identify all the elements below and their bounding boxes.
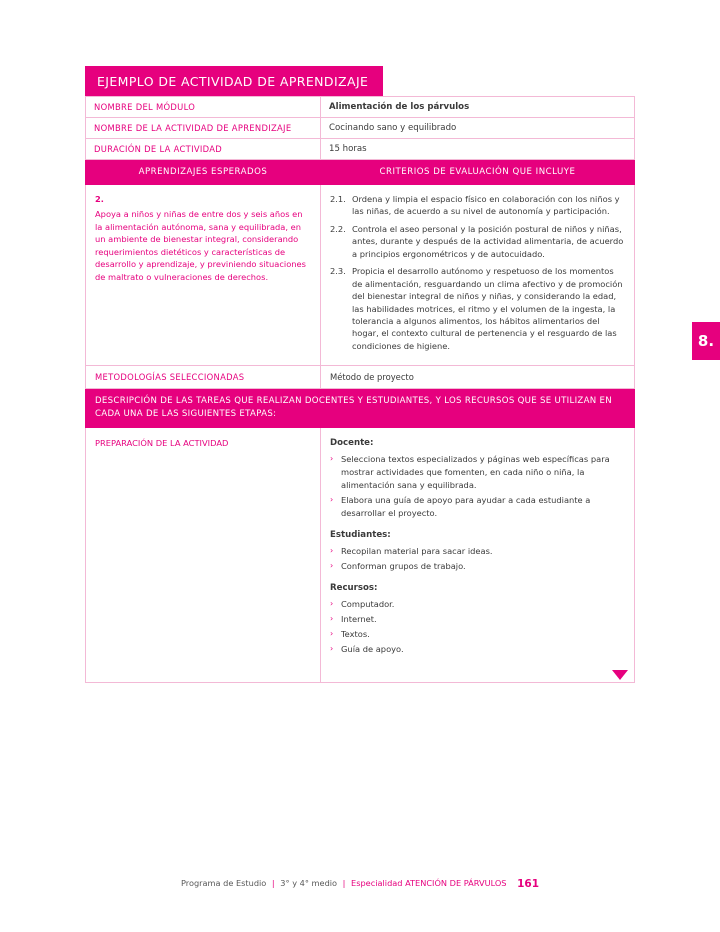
activity-name-label: NOMBRE DE LA ACTIVIDAD DE APRENDIZAJE [86, 118, 321, 139]
activity-name-value: Cocinando sano y equilibrado [321, 118, 635, 139]
criterion-text: Controla el aseo personal y la posición postural de niños y niñas, antes, durante y después de la actividad alimentaria, de acuerdo a principios ergonométricos y de autocuidado. [352, 223, 624, 259]
arrow-icon: › [330, 560, 334, 570]
list-item-text: Internet. [341, 613, 377, 624]
methodology-value: Método de proyecto [321, 366, 635, 389]
evaluation-criteria-header: CRITERIOS DE EVALUACIÓN QUE INCLUYE [321, 160, 635, 185]
learning-outcome-text: Apoya a niños y niñas de entre dos y seis años en la alimentación autónoma, sana y equilibrada, en un ambiente de bienestar integral, considerando requerimientos dietéticos y características de desarrollo y aprendizaje, y previniendo situaciones de maltrato o vulneraciones de derechos. [95, 209, 306, 282]
activity-table-container [85, 96, 635, 683]
section-header-row [86, 160, 635, 185]
list-item-text: Guía de apoyo. [341, 643, 404, 654]
footer-separator: | [342, 878, 346, 888]
arrow-icon: › [330, 454, 334, 464]
group-title: Estudiantes: [330, 529, 391, 540]
learning-outcome-cell [86, 185, 321, 366]
footer-separator: | [271, 878, 275, 888]
group-title: Recursos: [330, 582, 378, 593]
learning-outcomes-header: APRENDIZAJES ESPERADOS [86, 160, 321, 185]
page-footer [0, 878, 720, 890]
list-item [330, 453, 625, 492]
criterion-index: 2.1. [330, 194, 346, 204]
table-row [86, 185, 635, 366]
footer-level: 3° y 4° medio [280, 878, 338, 888]
criterion-text: Propicia el desarrollo autónomo y respetuoso de los momentos de alimentación, resguardando un clima afectivo y de promoción del bienestar integral de niños y niñas, y considerando la edad, las habilidades motrices, el ritmo y el volumen de la ingesta, la tolerancia a algunos alimentos, los hábitos alimentarios del hogar, el contexto cultural de pertenencia y el resguardo de las condiciones de higiene. [352, 266, 623, 351]
list-item-text: Selecciona textos especializados y páginas web específicas para mostrar actividades que fomenten, en cada niño o niña, la alimentación sana y equilibrada. [341, 454, 610, 491]
task-group-resources [330, 582, 625, 656]
criterion-index: 2.2. [330, 223, 346, 234]
criterion-item [330, 265, 625, 352]
arrow-icon: › [330, 598, 334, 608]
module-name-label: NOMBRE DEL MÓDULO [86, 97, 321, 118]
arrow-icon: › [330, 494, 334, 504]
arrow-icon: › [330, 628, 334, 638]
criteria-cell [321, 185, 635, 366]
page-number: 161 [517, 878, 540, 890]
activity-table [85, 96, 635, 683]
section-header-row [86, 389, 635, 428]
table-row [86, 428, 635, 683]
table-row [86, 139, 635, 160]
list-item-text: Recopilan material para sacar ideas. [341, 545, 493, 556]
criterion-item [330, 193, 625, 218]
footer-program: Programa de Estudio [180, 878, 267, 888]
page-title: EJEMPLO DE ACTIVIDAD DE APRENDIZAJE [85, 66, 383, 96]
list-item-text: Computador. [341, 598, 395, 609]
task-group-teacher [330, 437, 625, 520]
list-item [330, 643, 625, 656]
module-name-value: Alimentación de los párvulos [321, 97, 635, 118]
list-item-text: Textos. [341, 628, 370, 639]
footer-specialty: Especialidad ATENCIÓN DE PÁRVULOS [351, 878, 507, 888]
list-item [330, 545, 625, 558]
table-row [86, 366, 635, 389]
task-group-students [330, 529, 625, 573]
list-item [330, 560, 625, 573]
continues-triangle-icon [612, 670, 628, 680]
arrow-icon: › [330, 613, 334, 623]
list-item-text: Conforman grupos de trabajo. [341, 560, 466, 571]
stage-content [321, 428, 635, 683]
methodology-label: METODOLOGÍAS SELECCIONADAS [86, 366, 321, 389]
duration-value: 15 horas [321, 139, 635, 160]
stage-label: PREPARACIÓN DE LA ACTIVIDAD [86, 428, 321, 683]
group-title: Docente: [330, 438, 374, 449]
arrow-icon: › [330, 545, 334, 555]
list-item [330, 598, 625, 611]
list-item [330, 494, 625, 520]
table-row [86, 97, 635, 118]
table-row [86, 118, 635, 139]
chapter-tab: 8. [692, 322, 720, 360]
arrow-icon: › [330, 643, 334, 653]
criterion-item [330, 223, 625, 260]
learning-outcome-number: 2. [95, 194, 104, 204]
criterion-text: Ordena y limpia el espacio físico en colaboración con los niños y las niñas, de acuerdo a su nivel de autonomía y participación. [352, 194, 620, 217]
criterion-index: 2.3. [330, 266, 346, 277]
duration-label: DURACIÓN DE LA ACTIVIDAD [86, 139, 321, 160]
list-item-text: Elabora una guía de apoyo para ayudar a cada estudiante a desarrollar el proyecto. [341, 494, 591, 518]
description-header: DESCRIPCIÓN DE LAS TAREAS QUE REALIZAN DOCENTES Y ESTUDIANTES, Y LOS RECURSOS QUE SE UTILIZAN EN CADA UNA DE LAS SIGUIENTES ETAPAS: [86, 389, 635, 428]
list-item [330, 613, 625, 626]
list-item [330, 628, 625, 641]
